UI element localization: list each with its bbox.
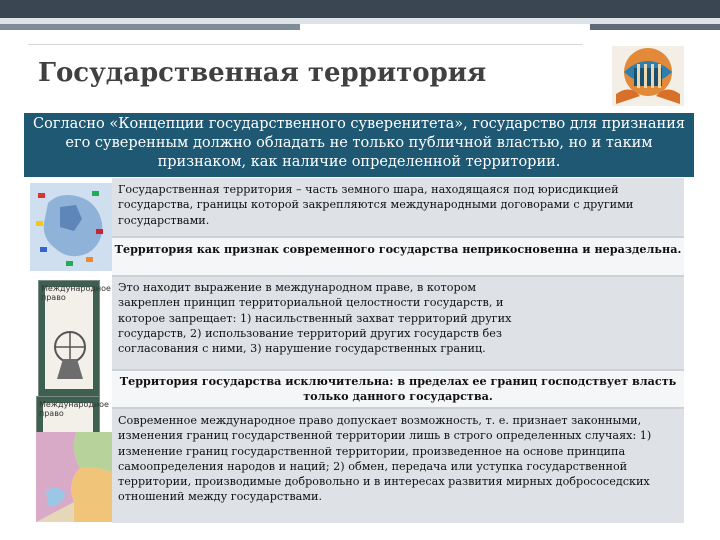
integrity-text: Это находит выражение в международном праве, в котором закреплен принцип территориальной целостности государств, и которое запрещает: 1) насильственный захват территорий других государств, 2) использование территорий других государств без согласования с ними, 3) нарушение государственных границ.: [112, 277, 684, 369]
content-panel: [112, 178, 684, 523]
slide-title: Государственная территория: [38, 58, 487, 88]
law-book-cover: Международное право: [38, 280, 100, 400]
top-bar-accent: [0, 18, 720, 24]
law-book-cover-2: Международное право: [36, 396, 100, 476]
logo-image: [610, 44, 686, 108]
europe-map-image: [30, 183, 112, 271]
definition-text: Государственная территория – часть земного шара, находящаяся под юрисдикцией государства, границы которой закрепляются международными договорами с другими государствами.: [112, 178, 684, 236]
border-map-image: [36, 432, 112, 522]
intro-box: Согласно «Концепции государственного суверенитета», государство для признания его суверенным должно обладать не только публичной властью, но и таким признаком, как наличие определенной территории.: [24, 113, 694, 177]
boundary-changes-text: Современное международное право допускает возможность, т. е. признает законными, изменения границ государственной территории лишь в строго определенных случаях: 1) изменение границ государственной территории, произведенное на основе принципа самоопределения народов и наций; 2) обмен, передача или уступка государственной территории, производимые добровольно и в интересах развития мирных добрососедских отношений между государствами.: [112, 409, 684, 523]
top-bar: [0, 0, 720, 18]
principle-exclusive: Территория государства исключительна: в пределах ее границ господствует власть только данного государства.: [112, 371, 684, 407]
title-rule: [28, 44, 583, 45]
principle-inviolable: Территория как признак современного государства неприкосновенна и нераздельна.: [112, 238, 684, 275]
